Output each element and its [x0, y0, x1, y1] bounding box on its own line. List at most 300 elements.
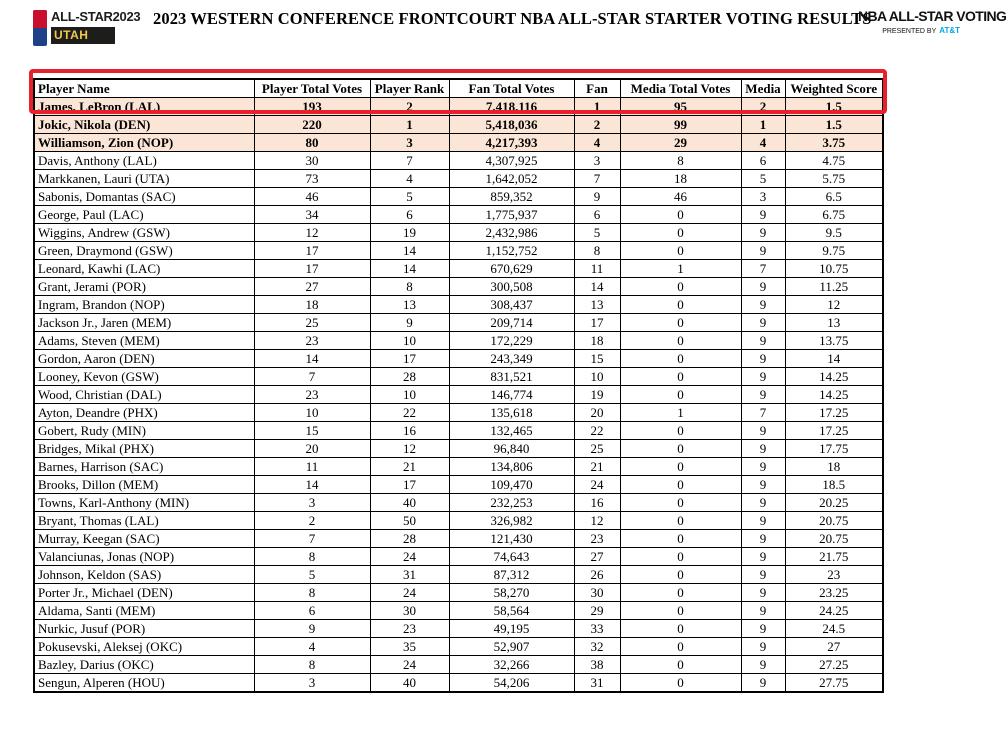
cell-player-name: Ayton, Deandre (PHX) [34, 404, 254, 422]
cell-player-name: Leonard, Kawhi (LAC) [34, 260, 254, 278]
cell-player-rank: 10 [370, 332, 449, 350]
cell-player-name: George, Paul (LAC) [34, 206, 254, 224]
cell-player-rank: 14 [370, 260, 449, 278]
cell-weighted-score: 17.25 [785, 404, 883, 422]
cell-fan-total-votes: 32,266 [449, 656, 574, 674]
cell-player-rank: 31 [370, 566, 449, 584]
presented-by-line [858, 26, 960, 35]
cell-fan-rank: 3 [574, 152, 620, 170]
cell-fan-rank: 16 [574, 494, 620, 512]
sponsor-att-text: AT&T [939, 26, 960, 35]
table-row [34, 674, 883, 693]
cell-player-rank: 16 [370, 422, 449, 440]
cell-player-total-votes: 8 [254, 584, 370, 602]
voting-logo-text: NBA ALL-STAR VOTING [858, 8, 1006, 24]
cell-weighted-score: 9.75 [785, 242, 883, 260]
cell-fan-rank: 38 [574, 656, 620, 674]
table-row [34, 386, 883, 404]
cell-weighted-score: 27.25 [785, 656, 883, 674]
cell-media-total-votes: 0 [620, 224, 741, 242]
cell-media-rank: 9 [741, 368, 785, 386]
cell-player-total-votes: 220 [254, 116, 370, 134]
cell-player-rank: 50 [370, 512, 449, 530]
cell-media-rank: 9 [741, 458, 785, 476]
cell-fan-total-votes: 209,714 [449, 314, 574, 332]
cell-player-rank: 23 [370, 620, 449, 638]
cell-media-rank: 9 [741, 440, 785, 458]
cell-media-rank: 9 [741, 584, 785, 602]
cell-fan-total-votes: 87,312 [449, 566, 574, 584]
cell-media-total-votes: 0 [620, 512, 741, 530]
cell-player-total-votes: 46 [254, 188, 370, 206]
cell-player-rank: 13 [370, 296, 449, 314]
cell-weighted-score: 17.25 [785, 422, 883, 440]
cell-player-total-votes: 25 [254, 314, 370, 332]
cell-player-name: Wiggins, Andrew (GSW) [34, 224, 254, 242]
cell-media-rank: 9 [741, 638, 785, 656]
cell-weighted-score: 3.75 [785, 134, 883, 152]
cell-weighted-score: 10.75 [785, 260, 883, 278]
cell-media-rank: 9 [741, 656, 785, 674]
cell-fan-rank: 11 [574, 260, 620, 278]
cell-player-name: Looney, Kevon (GSW) [34, 368, 254, 386]
cell-weighted-score: 5.75 [785, 170, 883, 188]
cell-player-name: Johnson, Keldon (SAS) [34, 566, 254, 584]
table-row [34, 512, 883, 530]
cell-player-rank: 7 [370, 152, 449, 170]
cell-player-rank: 1 [370, 116, 449, 134]
cell-media-rank: 9 [741, 494, 785, 512]
cell-media-total-votes: 1 [620, 260, 741, 278]
table-row [34, 548, 883, 566]
nba-all-star-2023-logo [33, 8, 141, 48]
cell-player-rank: 17 [370, 350, 449, 368]
column-header-fan-total-votes: Fan Total Votes [449, 79, 574, 98]
logo-utah-text: UTAH [51, 27, 115, 44]
cell-media-rank: 9 [741, 566, 785, 584]
table-body [34, 98, 883, 693]
cell-weighted-score: 24.5 [785, 620, 883, 638]
cell-weighted-score: 6.5 [785, 188, 883, 206]
cell-media-total-votes: 0 [620, 458, 741, 476]
table-row [34, 206, 883, 224]
cell-fan-rank: 2 [574, 116, 620, 134]
cell-media-total-votes: 99 [620, 116, 741, 134]
table-row [34, 494, 883, 512]
cell-media-total-votes: 1 [620, 404, 741, 422]
cell-media-rank: 9 [741, 512, 785, 530]
cell-media-total-votes: 0 [620, 422, 741, 440]
cell-weighted-score: 20.75 [785, 530, 883, 548]
cell-fan-total-votes: 58,564 [449, 602, 574, 620]
column-header-media-total-votes: Media Total Votes [620, 79, 741, 98]
cell-player-rank: 24 [370, 548, 449, 566]
cell-media-total-votes: 0 [620, 584, 741, 602]
cell-fan-total-votes: 172,229 [449, 332, 574, 350]
cell-media-total-votes: 0 [620, 278, 741, 296]
cell-fan-rank: 19 [574, 386, 620, 404]
cell-media-total-votes: 0 [620, 476, 741, 494]
cell-media-rank: 9 [741, 242, 785, 260]
cell-player-rank: 40 [370, 494, 449, 512]
cell-player-total-votes: 15 [254, 422, 370, 440]
table-row [34, 314, 883, 332]
cell-player-name: Markkanen, Lauri (UTA) [34, 170, 254, 188]
cell-media-rank: 1 [741, 116, 785, 134]
cell-weighted-score: 1.5 [785, 116, 883, 134]
cell-player-total-votes: 9 [254, 620, 370, 638]
cell-fan-rank: 33 [574, 620, 620, 638]
cell-fan-total-votes: 58,270 [449, 584, 574, 602]
cell-fan-total-votes: 2,432,986 [449, 224, 574, 242]
cell-player-total-votes: 14 [254, 476, 370, 494]
cell-fan-rank: 1 [574, 98, 620, 116]
cell-fan-rank: 10 [574, 368, 620, 386]
cell-media-rank: 9 [741, 278, 785, 296]
cell-fan-rank: 15 [574, 350, 620, 368]
cell-media-total-votes: 0 [620, 296, 741, 314]
cell-media-total-votes: 95 [620, 98, 741, 116]
cell-player-name: Pokusevski, Aleksej (OKC) [34, 638, 254, 656]
cell-player-rank: 14 [370, 242, 449, 260]
table-row [34, 350, 883, 368]
cell-fan-total-votes: 243,349 [449, 350, 574, 368]
column-header-media-rank: Media [741, 79, 785, 98]
cell-player-rank: 40 [370, 674, 449, 693]
cell-fan-total-votes: 7,418,116 [449, 98, 574, 116]
cell-media-rank: 6 [741, 152, 785, 170]
cell-weighted-score: 24.25 [785, 602, 883, 620]
table-row [34, 404, 883, 422]
cell-player-total-votes: 73 [254, 170, 370, 188]
cell-fan-total-votes: 308,437 [449, 296, 574, 314]
cell-player-total-votes: 27 [254, 278, 370, 296]
cell-weighted-score: 27.75 [785, 674, 883, 693]
cell-media-rank: 9 [741, 350, 785, 368]
cell-player-total-votes: 4 [254, 638, 370, 656]
cell-fan-total-votes: 859,352 [449, 188, 574, 206]
nba-logo-icon [33, 10, 47, 46]
cell-player-rank: 24 [370, 656, 449, 674]
cell-player-name: Gobert, Rudy (MIN) [34, 422, 254, 440]
cell-fan-rank: 14 [574, 278, 620, 296]
cell-media-total-votes: 0 [620, 602, 741, 620]
cell-player-name: Bazley, Darius (OKC) [34, 656, 254, 674]
cell-fan-rank: 17 [574, 314, 620, 332]
cell-player-total-votes: 30 [254, 152, 370, 170]
cell-fan-total-votes: 5,418,036 [449, 116, 574, 134]
cell-player-name: Gordon, Aaron (DEN) [34, 350, 254, 368]
cell-media-total-votes: 8 [620, 152, 741, 170]
cell-fan-total-votes: 232,253 [449, 494, 574, 512]
cell-media-total-votes: 0 [620, 494, 741, 512]
cell-fan-rank: 26 [574, 566, 620, 584]
cell-media-total-votes: 0 [620, 530, 741, 548]
cell-fan-total-votes: 49,195 [449, 620, 574, 638]
cell-fan-rank: 12 [574, 512, 620, 530]
cell-player-rank: 28 [370, 368, 449, 386]
cell-media-total-votes: 0 [620, 368, 741, 386]
column-header-player-name: Player Name [34, 79, 254, 98]
table-row [34, 260, 883, 278]
cell-fan-rank: 22 [574, 422, 620, 440]
cell-media-rank: 9 [741, 476, 785, 494]
table-row [34, 278, 883, 296]
cell-player-name: Jackson Jr., Jaren (MEM) [34, 314, 254, 332]
cell-fan-rank: 4 [574, 134, 620, 152]
table-row [34, 638, 883, 656]
cell-player-name: Murray, Keegan (SAC) [34, 530, 254, 548]
cell-player-total-votes: 10 [254, 404, 370, 422]
cell-player-total-votes: 12 [254, 224, 370, 242]
cell-weighted-score: 9.5 [785, 224, 883, 242]
table-row [34, 296, 883, 314]
cell-fan-total-votes: 1,775,937 [449, 206, 574, 224]
cell-media-total-votes: 0 [620, 674, 741, 693]
cell-media-total-votes: 29 [620, 134, 741, 152]
cell-player-rank: 12 [370, 440, 449, 458]
cell-fan-rank: 5 [574, 224, 620, 242]
cell-fan-rank: 27 [574, 548, 620, 566]
cell-media-rank: 5 [741, 170, 785, 188]
cell-fan-total-votes: 1,152,752 [449, 242, 574, 260]
cell-fan-total-votes: 96,840 [449, 440, 574, 458]
cell-media-rank: 7 [741, 404, 785, 422]
table-row [34, 224, 883, 242]
cell-player-name: Bryant, Thomas (LAL) [34, 512, 254, 530]
cell-fan-total-votes: 4,217,393 [449, 134, 574, 152]
cell-weighted-score: 13.75 [785, 332, 883, 350]
cell-player-total-votes: 8 [254, 548, 370, 566]
cell-player-total-votes: 6 [254, 602, 370, 620]
cell-player-name: Grant, Jerami (POR) [34, 278, 254, 296]
table-row [34, 656, 883, 674]
table-row [34, 368, 883, 386]
cell-fan-rank: 13 [574, 296, 620, 314]
cell-weighted-score: 23.25 [785, 584, 883, 602]
cell-player-rank: 30 [370, 602, 449, 620]
cell-player-name: Brooks, Dillon (MEM) [34, 476, 254, 494]
table-row [34, 530, 883, 548]
cell-weighted-score: 27 [785, 638, 883, 656]
cell-media-rank: 9 [741, 206, 785, 224]
cell-player-rank: 19 [370, 224, 449, 242]
cell-player-total-votes: 7 [254, 530, 370, 548]
cell-fan-rank: 25 [574, 440, 620, 458]
table-row [34, 422, 883, 440]
cell-fan-rank: 6 [574, 206, 620, 224]
cell-media-total-votes: 0 [620, 638, 741, 656]
cell-fan-total-votes: 1,642,052 [449, 170, 574, 188]
cell-player-rank: 2 [370, 98, 449, 116]
cell-player-total-votes: 18 [254, 296, 370, 314]
cell-weighted-score: 20.75 [785, 512, 883, 530]
cell-player-rank: 28 [370, 530, 449, 548]
cell-player-name: Aldama, Santi (MEM) [34, 602, 254, 620]
table-row [34, 476, 883, 494]
cell-weighted-score: 13 [785, 314, 883, 332]
cell-player-total-votes: 17 [254, 242, 370, 260]
cell-player-name: Adams, Steven (MEM) [34, 332, 254, 350]
cell-fan-total-votes: 52,907 [449, 638, 574, 656]
table-row [34, 602, 883, 620]
column-header-player-rank: Player Rank [370, 79, 449, 98]
cell-media-total-votes: 18 [620, 170, 741, 188]
cell-player-rank: 6 [370, 206, 449, 224]
cell-player-rank: 10 [370, 386, 449, 404]
cell-fan-total-votes: 121,430 [449, 530, 574, 548]
cell-player-rank: 22 [370, 404, 449, 422]
cell-weighted-score: 1.5 [785, 98, 883, 116]
cell-weighted-score: 6.75 [785, 206, 883, 224]
table-row [34, 458, 883, 476]
cell-player-rank: 24 [370, 584, 449, 602]
cell-media-rank: 9 [741, 314, 785, 332]
cell-fan-rank: 8 [574, 242, 620, 260]
cell-weighted-score: 14.25 [785, 368, 883, 386]
table-row [34, 620, 883, 638]
cell-weighted-score: 12 [785, 296, 883, 314]
cell-fan-total-votes: 109,470 [449, 476, 574, 494]
cell-fan-total-votes: 54,206 [449, 674, 574, 693]
cell-player-rank: 9 [370, 314, 449, 332]
cell-weighted-score: 17.75 [785, 440, 883, 458]
cell-media-total-votes: 0 [620, 206, 741, 224]
cell-player-total-votes: 80 [254, 134, 370, 152]
cell-player-name: Green, Draymond (GSW) [34, 242, 254, 260]
cell-media-rank: 3 [741, 188, 785, 206]
cell-fan-rank: 18 [574, 332, 620, 350]
cell-media-total-votes: 0 [620, 332, 741, 350]
cell-weighted-score: 4.75 [785, 152, 883, 170]
cell-player-name: Valanciunas, Jonas (NOP) [34, 548, 254, 566]
cell-player-total-votes: 20 [254, 440, 370, 458]
cell-player-name: Porter Jr., Michael (DEN) [34, 584, 254, 602]
cell-media-rank: 7 [741, 260, 785, 278]
cell-fan-total-votes: 326,982 [449, 512, 574, 530]
table-header-row [34, 79, 883, 98]
cell-fan-total-votes: 135,618 [449, 404, 574, 422]
table-row [34, 116, 883, 134]
cell-player-total-votes: 7 [254, 368, 370, 386]
table-row [34, 188, 883, 206]
logo-all-star-text: ALL-STAR2023 [51, 9, 141, 24]
cell-media-rank: 9 [741, 548, 785, 566]
cell-fan-rank: 30 [574, 584, 620, 602]
cell-media-total-votes: 0 [620, 314, 741, 332]
cell-media-rank: 9 [741, 530, 785, 548]
cell-fan-total-votes: 300,508 [449, 278, 574, 296]
table-row [34, 98, 883, 116]
cell-fan-rank: 32 [574, 638, 620, 656]
cell-media-total-votes: 0 [620, 242, 741, 260]
cell-media-rank: 9 [741, 602, 785, 620]
cell-fan-rank: 23 [574, 530, 620, 548]
cell-player-total-votes: 3 [254, 674, 370, 693]
cell-player-name: Towns, Karl-Anthony (MIN) [34, 494, 254, 512]
cell-player-name: Sabonis, Domantas (SAC) [34, 188, 254, 206]
cell-fan-rank: 9 [574, 188, 620, 206]
cell-player-total-votes: 23 [254, 332, 370, 350]
cell-player-rank: 5 [370, 188, 449, 206]
all-star-voting-logo [858, 8, 1006, 40]
cell-player-name: Bridges, Mikal (PHX) [34, 440, 254, 458]
cell-player-total-votes: 8 [254, 656, 370, 674]
cell-player-total-votes: 5 [254, 566, 370, 584]
cell-player-rank: 3 [370, 134, 449, 152]
cell-player-total-votes: 34 [254, 206, 370, 224]
cell-player-total-votes: 23 [254, 386, 370, 404]
cell-weighted-score: 14.25 [785, 386, 883, 404]
table-row [34, 170, 883, 188]
cell-weighted-score: 11.25 [785, 278, 883, 296]
cell-player-rank: 8 [370, 278, 449, 296]
cell-player-name: James, LeBron (LAL) [34, 98, 254, 116]
cell-media-rank: 9 [741, 674, 785, 693]
cell-fan-total-votes: 132,465 [449, 422, 574, 440]
cell-weighted-score: 23 [785, 566, 883, 584]
column-header-player-total-votes: Player Total Votes [254, 79, 370, 98]
column-header-fan-rank: Fan [574, 79, 620, 98]
table-row [34, 440, 883, 458]
cell-media-total-votes: 0 [620, 440, 741, 458]
table-row [34, 152, 883, 170]
cell-player-name: Williamson, Zion (NOP) [34, 134, 254, 152]
cell-player-name: Jokic, Nikola (DEN) [34, 116, 254, 134]
cell-player-total-votes: 11 [254, 458, 370, 476]
cell-player-name: Davis, Anthony (LAL) [34, 152, 254, 170]
table-row [34, 332, 883, 350]
cell-media-total-votes: 0 [620, 548, 741, 566]
cell-fan-total-votes: 134,806 [449, 458, 574, 476]
cell-media-rank: 9 [741, 620, 785, 638]
cell-media-total-votes: 0 [620, 386, 741, 404]
cell-player-total-votes: 193 [254, 98, 370, 116]
cell-player-rank: 17 [370, 476, 449, 494]
cell-weighted-score: 14 [785, 350, 883, 368]
cell-weighted-score: 21.75 [785, 548, 883, 566]
page-title: 2023 WESTERN CONFERENCE FRONTCOURT NBA ALL-STAR STARTER VOTING RESULTS [153, 9, 872, 28]
cell-media-rank: 4 [741, 134, 785, 152]
cell-player-name: Nurkic, Jusuf (POR) [34, 620, 254, 638]
table-row [34, 584, 883, 602]
cell-media-total-votes: 0 [620, 350, 741, 368]
cell-media-total-votes: 0 [620, 656, 741, 674]
cell-fan-total-votes: 74,643 [449, 548, 574, 566]
cell-player-name: Barnes, Harrison (SAC) [34, 458, 254, 476]
cell-fan-rank: 21 [574, 458, 620, 476]
cell-player-total-votes: 17 [254, 260, 370, 278]
cell-fan-total-votes: 831,521 [449, 368, 574, 386]
cell-weighted-score: 18.5 [785, 476, 883, 494]
cell-media-rank: 9 [741, 224, 785, 242]
table-row [34, 566, 883, 584]
cell-player-rank: 21 [370, 458, 449, 476]
cell-fan-total-votes: 4,307,925 [449, 152, 574, 170]
cell-media-rank: 9 [741, 332, 785, 350]
cell-player-rank: 4 [370, 170, 449, 188]
cell-fan-total-votes: 146,774 [449, 386, 574, 404]
table-row [34, 242, 883, 260]
cell-weighted-score: 20.25 [785, 494, 883, 512]
cell-media-rank: 9 [741, 386, 785, 404]
cell-media-total-votes: 0 [620, 620, 741, 638]
cell-fan-rank: 20 [574, 404, 620, 422]
cell-media-total-votes: 0 [620, 566, 741, 584]
cell-media-rank: 9 [741, 296, 785, 314]
cell-player-name: Sengun, Alperen (HOU) [34, 674, 254, 693]
cell-fan-rank: 31 [574, 674, 620, 693]
